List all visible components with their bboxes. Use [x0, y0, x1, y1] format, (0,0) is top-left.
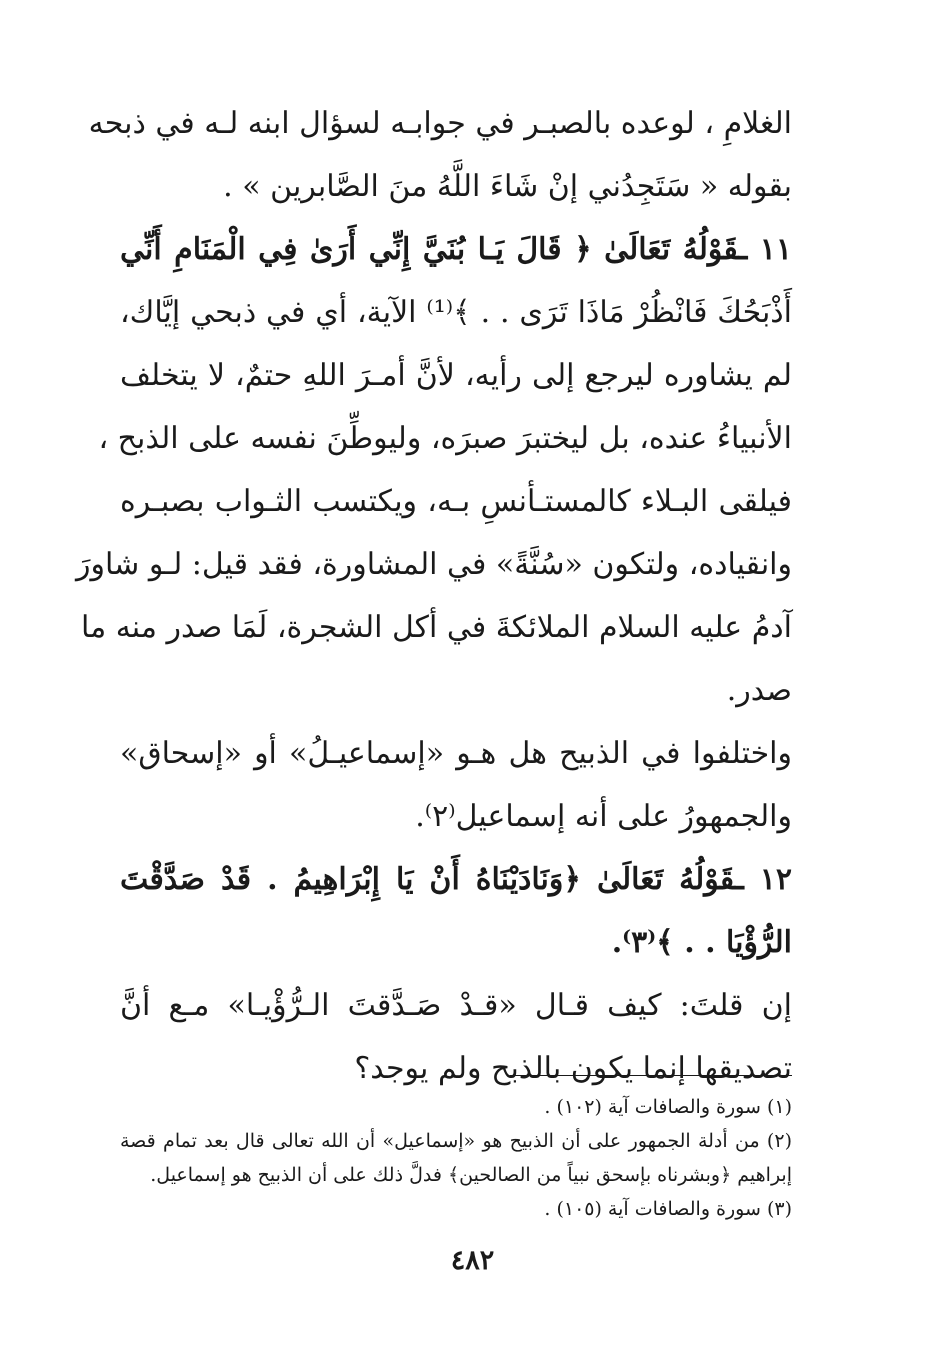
text-line-9: آدمُ عليه السلام الملائكةَ في أكل الشجرة، لَمَا صدر منه ما	[80, 610, 792, 645]
footnotes	[120, 1090, 792, 1226]
verse-heading-11: ١١ ـقَوْلُهُ تَعَالَىٰ ﴿ قَالَ يَـا بُنَيَّ إِنِّي أَرَىٰ فِي الْمَنَامِ أَنِّي	[120, 232, 792, 267]
text-line-16: تصديقها إنما يكون بالذبح ولم يوجد؟	[354, 1051, 792, 1086]
text-line-10: صدر.	[726, 673, 792, 708]
footnote-3: (٣) سورة والصافات آية (١٠٥) .	[544, 1198, 792, 1220]
verse-heading-12: ١٢ ـقَوْلُهُ تَعَالَىٰ ﴿وَنَادَيْنَاهُ أَنْ يَا إِبْرَاهِيمُ . قَدْ صَدَّقْتَ	[120, 862, 792, 897]
main-text	[76, 92, 792, 1100]
text-line-5: لم يشاوره ليرجع إلى رأيه، لأنَّ أمـرَ اللهِ حتمٌ، لا يتخلف	[120, 358, 792, 393]
text-line-11: واختلفوا في الذبيح هل هـو «إسماعيـلُ» أو «إسحاق»	[120, 736, 792, 771]
footnote-divider	[510, 1075, 792, 1076]
page-number: ٤٨٢	[450, 1245, 495, 1276]
text-line-4: أَذْبَحُكَ فَانْظُرْ مَاذَا تَرَى . . ﴾⁽¹⁾ الآية، أي في ذبحي إيَّاك،	[120, 295, 792, 330]
text-line-2: بقوله « سَتَجِدُني إنْ شَاءَ اللَّهُ منَ الصَّابرين » .	[223, 169, 792, 204]
footnote-2-cont: إبراهيم ﴿وبشرناه بإسحق نبياً من الصالحين﴾ فدلَّ ذلك على أن الذبيح هو إسماعيل.	[150, 1164, 792, 1186]
text-line-7: فيلقى البـلاء كالمستـأنسِ بـه، ويكتسب الثـواب بصبـره	[120, 484, 792, 519]
text-line-15: إن قلتَ: كيف قـال «قـدْ صَـدَّقتَ الـرُّؤْيـا» مـع أنَّ	[120, 988, 792, 1023]
text-line-12: والجمهورُ على أنه إسماعيل⁽٢⁾.	[415, 799, 792, 834]
footnote-1: (١) سورة والصافات آية (١٠٢) .	[544, 1096, 792, 1118]
footnote-2: (٢) من أدلة الجمهور على أن الذبيح هو «إسماعيل» أن الله تعالى قال بعد تمام قصة	[120, 1130, 792, 1152]
text-line-1: الغلامِ ، لوعده بالصبـر في جوابـه لسؤال ابنه لـه في ذبحه	[88, 106, 792, 141]
text-line-6: الأنبياءُ عنده، بل ليختبرَ صبرَه، وليوطِّنَ نفسه على الذبح ،	[98, 421, 792, 456]
text-line-8: وانقياده، ولتكون «سُنَّةً» في المشاورة، فقد قيل: لـو شاورَ	[76, 547, 792, 582]
verse-heading-12-cont: الرُّؤْيَا . . ﴾⁽٣⁾.	[611, 925, 792, 960]
